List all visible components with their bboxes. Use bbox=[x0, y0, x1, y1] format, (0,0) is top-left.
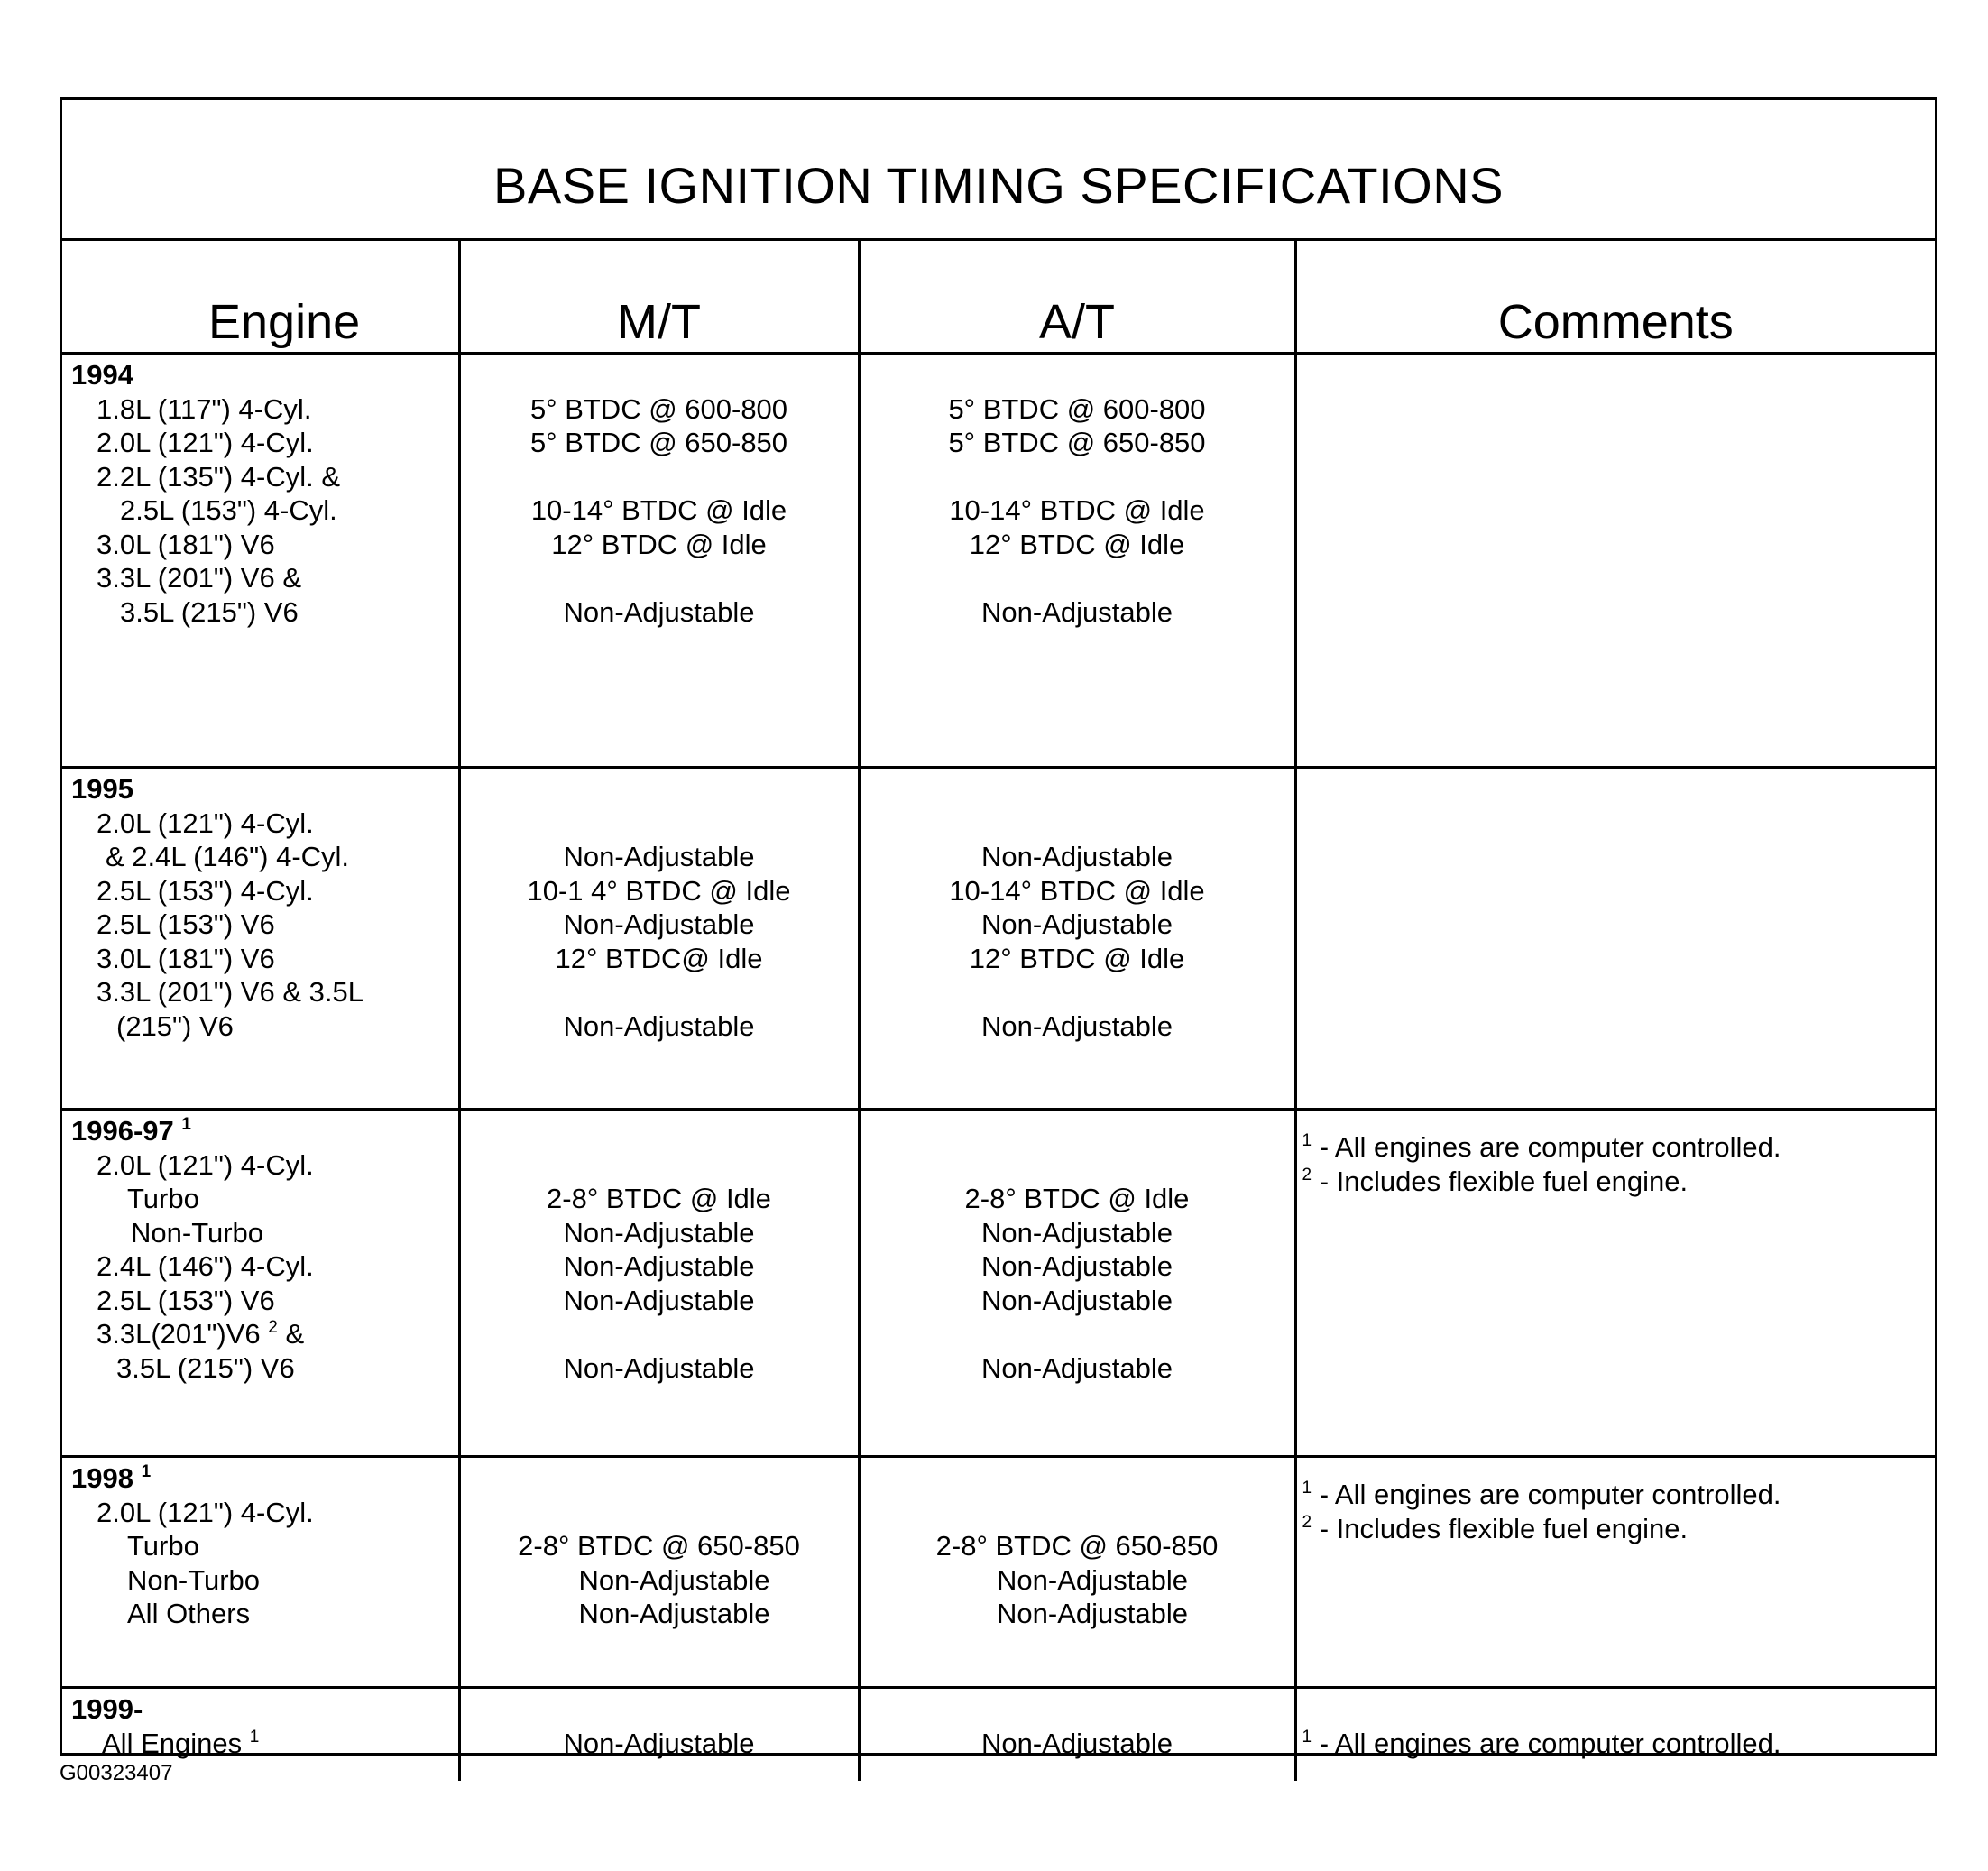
mt-value bbox=[461, 806, 858, 841]
table-row bbox=[62, 1457, 1935, 1688]
engine-text: All Engines bbox=[102, 1727, 243, 1759]
mt-value: Non-Adjustable bbox=[563, 1250, 755, 1282]
mt-value: 2-8° BTDC @ 650-850 bbox=[518, 1530, 800, 1562]
comments-cell bbox=[1295, 354, 1935, 768]
at-value: 12° BTDC @ Idle bbox=[969, 942, 1185, 974]
footnote-marker: 1 bbox=[249, 1727, 260, 1747]
footnote-marker: 2 bbox=[1302, 1512, 1312, 1532]
mt-value: Non-Adjustable bbox=[563, 595, 755, 628]
engine-line: 3.5L (215") V6 bbox=[116, 1351, 295, 1384]
mt-cell bbox=[459, 354, 859, 768]
engine-line bbox=[71, 1317, 458, 1351]
mt-value: 5° BTDC @ 650-850 bbox=[529, 427, 788, 458]
at-value: 5° BTDC @ 650-850 bbox=[948, 427, 1206, 458]
mt-cell bbox=[459, 1457, 859, 1688]
at-cell bbox=[859, 1457, 1295, 1688]
year-text: 1996-97 bbox=[71, 1115, 174, 1147]
comment-line bbox=[1302, 1130, 1936, 1165]
mt-cell bbox=[459, 1110, 859, 1457]
year-label: 1999- bbox=[71, 1693, 143, 1725]
table-title: BASE IGNITION TIMING SPECIFICATIONS bbox=[62, 100, 1935, 241]
mt-value: Non-Adjustable bbox=[563, 1009, 755, 1042]
engine-line: 2.5L (153") 4-Cyl. bbox=[120, 494, 337, 526]
at-value: 2-8° BTDC @ Idle bbox=[964, 1183, 1190, 1214]
at-cell bbox=[859, 354, 1295, 768]
at-value bbox=[861, 1496, 1294, 1530]
engine-line: Non-Turbo bbox=[131, 1216, 264, 1249]
comment-line bbox=[1302, 1512, 1936, 1546]
mt-cell bbox=[459, 768, 859, 1110]
mt-value: Non-Adjustable bbox=[563, 1351, 755, 1384]
at-value: 2-8° BTDC @ 650-850 bbox=[935, 1530, 1219, 1562]
at-value: Non-Adjustable bbox=[981, 1216, 1173, 1249]
engine-line: 2.5L (153") V6 bbox=[97, 908, 275, 940]
engine-line: 3.3L (201") V6 & 3.5L bbox=[97, 976, 364, 1008]
at-value bbox=[861, 460, 1294, 494]
footnote-marker: 1 bbox=[181, 1115, 191, 1134]
mt-value: 12° BTDC @ Idle bbox=[551, 528, 767, 560]
mt-value: Non-Adjustable bbox=[563, 1284, 755, 1316]
mt-value: Non-Adjustable bbox=[563, 841, 755, 872]
comment-text: - Includes flexible fuel engine. bbox=[1312, 1165, 1689, 1197]
at-value bbox=[861, 806, 1294, 841]
at-value: 10-14° BTDC @ Idle bbox=[949, 494, 1205, 526]
comments-cell bbox=[1295, 1110, 1935, 1457]
figure-code: G00323407 bbox=[60, 1761, 173, 1785]
mt-value bbox=[461, 975, 858, 1009]
timing-spec-table bbox=[62, 238, 1935, 1781]
at-value bbox=[861, 561, 1294, 595]
comment-line bbox=[1302, 1727, 1936, 1761]
mt-value: Non-Adjustable bbox=[563, 1216, 755, 1249]
footnote-marker: 2 bbox=[1302, 1165, 1312, 1184]
footnote-marker: 2 bbox=[268, 1318, 278, 1337]
mt-value: 12° BTDC@ Idle bbox=[555, 942, 763, 974]
at-value: 12° BTDC @ Idle bbox=[969, 528, 1185, 560]
engine-cell bbox=[62, 1110, 459, 1457]
at-value bbox=[861, 975, 1294, 1009]
engine-line: 2.0L (121") 4-Cyl. bbox=[97, 427, 314, 458]
table-row bbox=[62, 354, 1935, 768]
header-mt: M/T bbox=[459, 238, 859, 354]
engine-text: & bbox=[277, 1318, 305, 1350]
at-value: 5° BTDC @ 600-800 bbox=[948, 392, 1206, 425]
mt-value: Non-Adjustable bbox=[578, 1598, 770, 1629]
engine-line: 3.0L (181") V6 bbox=[97, 942, 275, 974]
mt-value: Non-Adjustable bbox=[578, 1563, 770, 1596]
engine-cell bbox=[62, 1457, 459, 1688]
at-cell bbox=[859, 1110, 1295, 1457]
comment-line bbox=[1302, 1692, 1936, 1727]
at-cell bbox=[859, 1688, 1295, 1782]
at-value: Non-Adjustable bbox=[981, 1727, 1173, 1759]
engine-line: 2.0L (121") 4-Cyl. bbox=[97, 806, 314, 839]
engine-line: All Others bbox=[127, 1598, 251, 1629]
engine-line bbox=[71, 1727, 458, 1761]
at-value: Non-Adjustable bbox=[981, 1284, 1173, 1316]
comment-text: - All engines are computer controlled. bbox=[1312, 1727, 1781, 1759]
comments-cell bbox=[1295, 1457, 1935, 1688]
mt-value bbox=[461, 1148, 858, 1183]
table-row bbox=[62, 1110, 1935, 1457]
mt-value: 5° BTDC @ 600-800 bbox=[529, 392, 788, 425]
engine-line: 1.8L (117") 4-Cyl. bbox=[97, 392, 312, 425]
at-value bbox=[861, 772, 1294, 806]
header-engine: Engine bbox=[62, 238, 459, 354]
footnote-marker: 1 bbox=[141, 1462, 152, 1481]
engine-line: & 2.4L (146") 4-Cyl. bbox=[106, 841, 350, 872]
engine-line: 2.2L (135") 4-Cyl. & bbox=[97, 460, 341, 493]
at-value: Non-Adjustable bbox=[997, 1563, 1188, 1596]
comment-text: - All engines are computer controlled. bbox=[1312, 1131, 1781, 1163]
mt-value bbox=[461, 1692, 858, 1727]
mt-value: 10-14° BTDC @ Idle bbox=[530, 494, 787, 526]
table-row bbox=[62, 1688, 1935, 1782]
engine-text: 3.3L(201")V6 bbox=[97, 1318, 261, 1350]
year-label: 1994 bbox=[71, 359, 133, 391]
mt-value bbox=[461, 1461, 858, 1496]
at-value: Non-Adjustable bbox=[981, 1351, 1173, 1384]
comments-cell bbox=[1295, 1688, 1935, 1782]
engine-line: (215") V6 bbox=[116, 1009, 234, 1042]
engine-line: 2.0L (121") 4-Cyl. bbox=[97, 1148, 314, 1181]
at-value bbox=[861, 1317, 1294, 1351]
mt-cell bbox=[459, 1688, 859, 1782]
engine-line: 3.0L (181") V6 bbox=[97, 528, 275, 560]
mt-value: 2-8° BTDC @ Idle bbox=[547, 1183, 771, 1214]
engine-line: Turbo bbox=[127, 1183, 199, 1214]
footnote-marker: 1 bbox=[1302, 1131, 1312, 1150]
header-at: A/T bbox=[859, 238, 1295, 354]
mt-value bbox=[461, 561, 858, 595]
comment-line bbox=[1302, 1165, 1936, 1199]
mt-value: Non-Adjustable bbox=[563, 1727, 755, 1759]
header-comments: Comments bbox=[1295, 238, 1935, 354]
comment-line bbox=[1302, 1478, 1936, 1512]
footnote-marker: 1 bbox=[1302, 1479, 1312, 1498]
comment-text: - All engines are computer controlled. bbox=[1312, 1479, 1781, 1510]
engine-line: 2.4L (146") 4-Cyl. bbox=[97, 1250, 314, 1282]
engine-cell bbox=[62, 768, 459, 1110]
mt-value bbox=[461, 772, 858, 806]
engine-line: 2.5L (153") 4-Cyl. bbox=[97, 874, 314, 907]
mt-value bbox=[461, 1114, 858, 1148]
at-value: Non-Adjustable bbox=[981, 595, 1173, 628]
engine-line: 2.5L (153") V6 bbox=[97, 1284, 275, 1316]
spec-table-frame bbox=[60, 97, 1937, 1759]
comments-cell bbox=[1295, 768, 1935, 1110]
mt-value bbox=[461, 460, 858, 494]
mt-value bbox=[461, 1317, 858, 1351]
header-row bbox=[62, 238, 1935, 354]
at-value: Non-Adjustable bbox=[981, 1009, 1173, 1042]
at-value bbox=[861, 1114, 1294, 1148]
at-value bbox=[861, 1461, 1294, 1496]
mt-value bbox=[461, 1496, 858, 1530]
mt-value bbox=[461, 358, 858, 392]
engine-line: Turbo bbox=[127, 1530, 199, 1562]
at-value: Non-Adjustable bbox=[981, 1250, 1173, 1282]
at-value: 10-14° BTDC @ Idle bbox=[949, 874, 1205, 907]
engine-line: 3.5L (215") V6 bbox=[120, 595, 299, 628]
at-value bbox=[861, 1148, 1294, 1183]
mt-value: Non-Adjustable bbox=[563, 908, 755, 940]
year-label bbox=[71, 1114, 458, 1148]
at-cell bbox=[859, 768, 1295, 1110]
footnote-marker: 1 bbox=[1302, 1727, 1312, 1747]
at-value: Non-Adjustable bbox=[997, 1598, 1188, 1629]
engine-line: 2.0L (121") 4-Cyl. bbox=[97, 1496, 314, 1528]
at-value bbox=[861, 1692, 1294, 1727]
engine-line: Non-Turbo bbox=[127, 1563, 261, 1596]
mt-value: 10-1 4° BTDC @ Idle bbox=[527, 874, 791, 907]
at-value bbox=[861, 358, 1294, 392]
year-label bbox=[71, 1461, 458, 1496]
engine-line: 3.3L (201") V6 & bbox=[97, 562, 301, 594]
year-text: 1998 bbox=[71, 1462, 133, 1494]
at-value: Non-Adjustable bbox=[981, 908, 1173, 940]
at-value: Non-Adjustable bbox=[981, 841, 1173, 872]
engine-cell bbox=[62, 354, 459, 768]
year-label: 1995 bbox=[71, 773, 133, 805]
comment-text: - Includes flexible fuel engine. bbox=[1312, 1512, 1689, 1544]
table-row bbox=[62, 768, 1935, 1110]
